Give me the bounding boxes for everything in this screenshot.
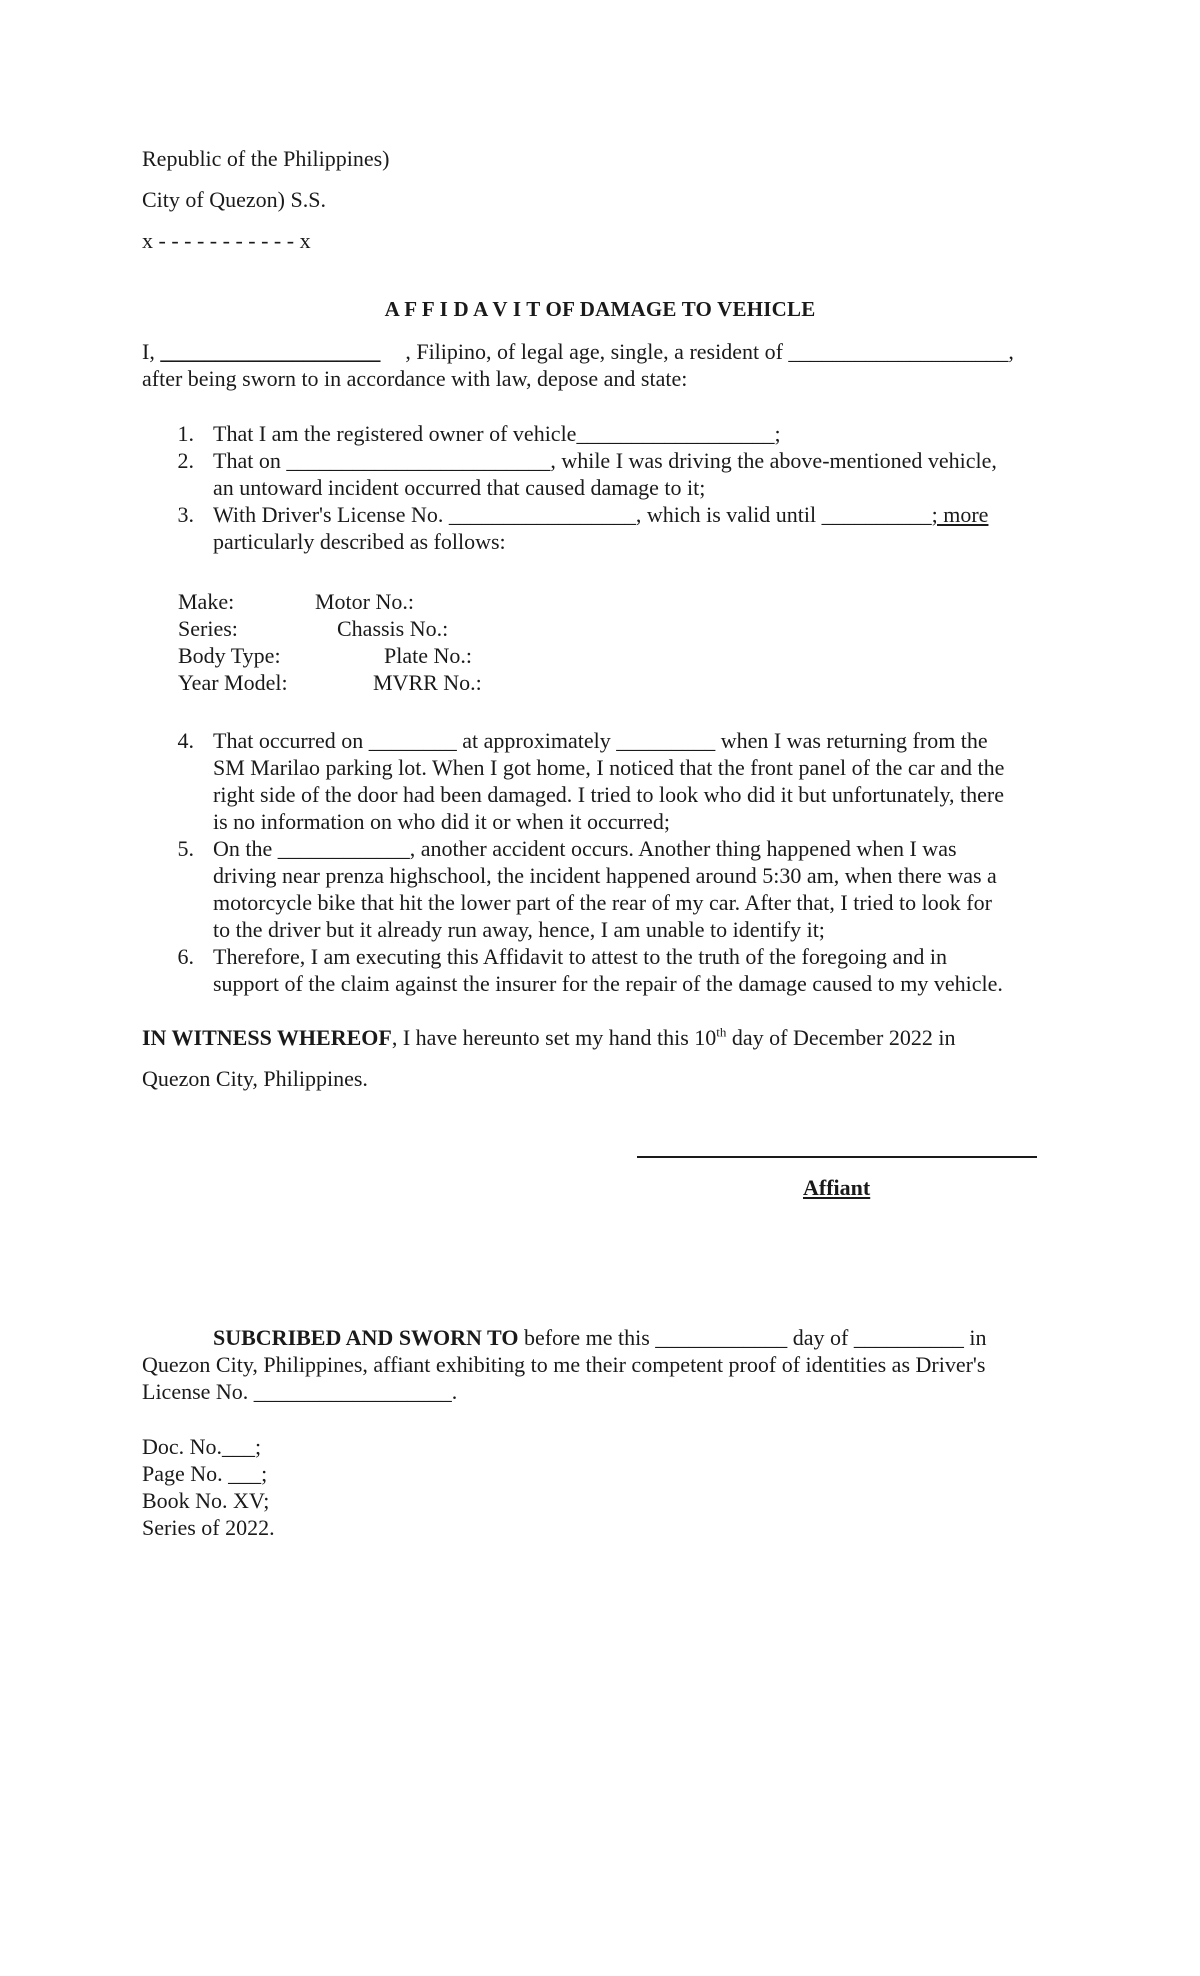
series-year: Series of 2022.	[142, 1515, 275, 1540]
doc-number: Doc. No.___;	[142, 1434, 262, 1459]
item-3-prefix: With Driver's License No.	[213, 502, 444, 527]
venue-city: City of Quezon) S.S.	[142, 187, 326, 212]
item-4-line-4: is no information on who did it or when it occurred;	[213, 809, 671, 834]
item-5-line-2: driving near prenza highschool, the incident happened around 5:30 am, when there was a	[213, 863, 997, 888]
intro-rest: , Filipino, of legal age, single, a resident of ____________________,	[405, 339, 1014, 364]
item-3-tail: ; more	[931, 502, 989, 527]
witness-line-1	[142, 1025, 955, 1051]
item-4-line-3: right side of the door had been damaged. I tried to look who did it but unfortunately, there	[213, 782, 1004, 807]
item-6-line-2: support of the claim against the insurer for the repair of the damage caused to my vehicle.	[213, 971, 1003, 996]
item-6-line-1: Therefore, I am executing this Affidavit to attest to the truth of the foregoing and in	[213, 944, 947, 969]
intro-prefix: I,	[142, 339, 155, 364]
valid-until-blank: __________	[821, 502, 932, 527]
item-3-mid: , which is valid until	[635, 502, 817, 527]
jurat-line-3: License No. __________________.	[142, 1379, 458, 1404]
item-1-line-1: That I am the registered owner of vehicle__________________;	[213, 421, 781, 446]
vehicle-mvrr-label: MVRR No.:	[373, 670, 482, 695]
jurat-heading: SUBCRIBED AND SWORN TO	[213, 1325, 519, 1350]
vehicle-plate-label: Plate No.:	[384, 643, 472, 668]
vehicle-motor-label: Motor No.:	[315, 589, 414, 614]
item-5-line-1: On the ____________, another accident occurs. Another thing happened when I was	[213, 836, 957, 861]
item-3-line-1	[213, 502, 988, 528]
jurat-text: before me this ____________ day of __________ in	[518, 1325, 987, 1350]
signature-line	[637, 1156, 1037, 1158]
item-number: 1.	[177, 421, 194, 446]
item-5-line-3: motorcycle bike that hit the lower part of the rear of my car. After that, I tried to look for	[213, 890, 992, 915]
vehicle-chassis-label: Chassis No.:	[337, 616, 449, 641]
item-number: 2.	[177, 448, 194, 473]
witness-text: , I have hereunto set my hand this 10	[391, 1025, 717, 1050]
venue-separator: x - - - - - - - - - - - x	[142, 228, 311, 253]
vehicle-make-label: Make:	[178, 589, 235, 614]
item-2-line-1: That on ________________________, while I was driving the above-mentioned vehicle,	[213, 448, 997, 473]
intro-line-1	[142, 339, 1014, 365]
witness-text-2: day of December 2022 in	[726, 1025, 956, 1050]
intro-line-2: after being sworn to in accordance with law, depose and state:	[142, 366, 688, 391]
vehicle-series-label: Series:	[178, 616, 238, 641]
affiant-label: Affiant	[803, 1175, 871, 1200]
jurat-line-2: Quezon City, Philippines, affiant exhibiting to me their competent proof of identities as Driver's	[142, 1352, 986, 1377]
document-title: A F F I D A V I T OF DAMAGE TO VEHICLE	[384, 297, 816, 321]
item-number: 4.	[177, 728, 194, 753]
item-2-line-2: an untoward incident occurred that caused damage to it;	[213, 475, 706, 500]
witness-heading: IN WITNESS WHEREOF	[142, 1025, 392, 1050]
item-number: 5.	[177, 836, 194, 861]
item-4-line-1: That occurred on ________ at approximately _________ when I was returning from the	[213, 728, 988, 753]
item-5-line-4: to the driver but it already run away, hence, I am unable to identify it;	[213, 917, 825, 942]
item-number: 6.	[177, 944, 194, 969]
item-number: 3.	[177, 502, 194, 527]
license-number-blank: _________________	[448, 502, 636, 527]
witness-line-2: Quezon City, Philippines.	[142, 1066, 368, 1091]
affiant-name-blank: ____________________	[160, 339, 381, 364]
item-4-line-2: SM Marilao parking lot. When I got home, I noticed that the front panel of the car and the	[213, 755, 1005, 780]
jurat-line-1	[213, 1325, 987, 1351]
witness-ordinal: th	[716, 1024, 727, 1040]
venue-republic: Republic of the Philippines)	[142, 146, 390, 171]
page-number: Page No. ___;	[142, 1461, 268, 1486]
item-3-line-2: particularly described as follows:	[213, 529, 506, 554]
book-number: Book No. XV;	[142, 1488, 270, 1513]
vehicle-year-label: Year Model:	[178, 670, 288, 695]
vehicle-body-label: Body Type:	[178, 643, 281, 668]
